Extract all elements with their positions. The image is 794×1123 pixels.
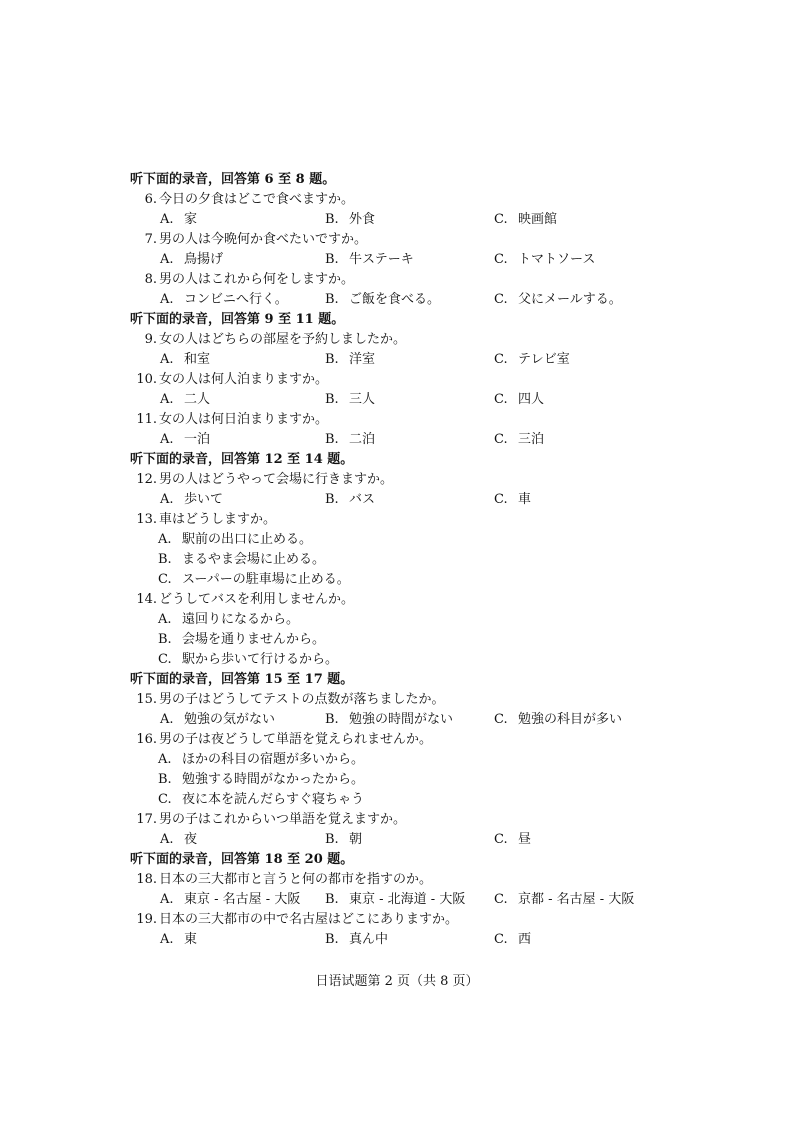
question-stem — [130, 330, 690, 350]
option-letter: C. — [494, 252, 508, 267]
question-number: 13. — [136, 512, 157, 527]
option-text: 遠回りになるから。 — [182, 612, 300, 627]
answer-option — [325, 290, 440, 310]
question-stem — [130, 730, 690, 750]
option-letter: A. — [160, 712, 174, 727]
option-text: 二泊 — [349, 432, 376, 447]
question-stem — [130, 230, 690, 250]
question-number: 17. — [136, 812, 157, 827]
option-text: 東 — [184, 932, 198, 947]
option-text: 東京 - 名古屋 - 大阪 — [184, 892, 301, 907]
options-row — [130, 430, 690, 450]
answer-option — [325, 390, 375, 410]
option-letter: A. — [160, 352, 174, 367]
question-number: 19. — [136, 912, 157, 927]
question-text: 今日の夕食はどこで食べますか。 — [159, 192, 355, 207]
answer-option — [494, 290, 622, 310]
answer-option — [325, 710, 453, 730]
option-letter: B. — [158, 772, 172, 787]
options-row — [130, 490, 690, 510]
option-letter: B. — [325, 892, 339, 907]
options-row — [130, 890, 690, 910]
options-row — [130, 710, 690, 730]
option-text: 洋室 — [349, 352, 376, 367]
answer-option — [160, 430, 210, 450]
answer-option — [494, 890, 634, 910]
option-text: 家 — [184, 212, 198, 227]
answer-option — [325, 830, 362, 850]
option-text: 父にメールする。 — [518, 292, 622, 307]
option-text: 夜 — [184, 832, 198, 847]
option-text: トマトソース — [518, 252, 596, 267]
answer-option — [325, 210, 375, 230]
option-text: 夜に本を読んだらすぐ寝ちゃう — [182, 792, 365, 807]
answer-option — [325, 490, 375, 510]
option-text: 鳥揚げ — [184, 252, 224, 267]
option-text: ほかの科目の宿題が多いから。 — [182, 752, 365, 767]
section-heading: 听下面的录音，回答第 9 至 11 题。 — [130, 312, 345, 327]
question-stem — [130, 370, 690, 390]
option-letter: C. — [494, 432, 508, 447]
answer-option — [494, 210, 557, 230]
answer-option — [130, 770, 690, 790]
option-letter: B. — [325, 292, 339, 307]
answer-option — [160, 710, 275, 730]
answer-option — [130, 630, 690, 650]
question-stem — [130, 470, 690, 490]
option-text: 勉強の科目が多い — [518, 712, 623, 727]
question-stem — [130, 810, 690, 830]
option-letter: A. — [158, 532, 172, 547]
question-stem — [130, 270, 690, 290]
option-text: 牛ステーキ — [349, 252, 414, 267]
option-text: バス — [349, 492, 376, 507]
option-letter: C. — [494, 712, 508, 727]
question-text: 男の子はどうしてテストの点数が落ちましたか。 — [159, 692, 445, 707]
option-letter: A. — [160, 932, 174, 947]
option-letter: A. — [160, 892, 174, 907]
option-text: 昼 — [518, 832, 532, 847]
option-text: 二人 — [184, 392, 211, 407]
option-letter: B. — [158, 632, 172, 647]
option-letter: A. — [158, 752, 172, 767]
question-text: 女の人はどちらの部屋を予約しましたか。 — [159, 332, 407, 347]
question-stem — [130, 870, 690, 890]
option-letter: B. — [325, 432, 339, 447]
question-text: 日本の三大都市の中で名古屋はどこにありますか。 — [159, 912, 459, 927]
question-stem — [130, 590, 690, 610]
question-text: 男の子はこれからいつ単語を覚えますか。 — [159, 812, 407, 827]
question-number: 15. — [136, 692, 157, 707]
option-letter: C. — [494, 892, 508, 907]
option-text: 車 — [518, 492, 532, 507]
option-text: テレビ室 — [518, 352, 570, 367]
answer-option — [160, 250, 223, 270]
question-number: 7. — [144, 232, 157, 247]
option-text: スーパーの駐車場に止める。 — [182, 572, 350, 587]
option-text: 勉強する時間がなかったから。 — [182, 772, 365, 787]
question-text: 車はどうしますか。 — [159, 512, 277, 527]
option-text: 一泊 — [184, 432, 211, 447]
options-row — [130, 390, 690, 410]
question-stem — [130, 910, 690, 930]
answer-option — [325, 930, 388, 950]
option-letter: C. — [494, 832, 508, 847]
question-number: 10. — [136, 372, 157, 387]
option-letter: B. — [325, 712, 339, 727]
option-letter: C. — [494, 292, 508, 307]
option-letter: A. — [160, 252, 174, 267]
answer-option — [130, 790, 690, 810]
answer-option — [130, 750, 690, 770]
question-list — [130, 170, 690, 950]
question-text: 男の人は今晩何か食べたいですか。 — [159, 232, 368, 247]
option-letter: A. — [160, 432, 174, 447]
option-text: 勉強の気がない — [184, 712, 276, 727]
answer-option — [494, 490, 531, 510]
option-letter: A. — [160, 832, 174, 847]
answer-option — [130, 550, 690, 570]
option-text: 和室 — [184, 352, 211, 367]
question-text: 日本の三大都市と言うと何の都市を指すのか。 — [159, 872, 433, 887]
answer-option — [160, 930, 197, 950]
option-letter: B. — [325, 392, 339, 407]
option-text: 四人 — [518, 392, 545, 407]
options-row — [130, 210, 690, 230]
question-text: 女の人は何人泊まりますか。 — [159, 372, 329, 387]
question-number: 6. — [144, 192, 157, 207]
question-text: 女の人は何日泊まりますか。 — [159, 412, 329, 427]
question-text: 男の人はどうやって会場に行きますか。 — [159, 472, 394, 487]
option-text: 駅前の出口に止める。 — [182, 532, 313, 547]
answer-option — [494, 710, 622, 730]
page-footer: 日语试题第 2 页（共 8 页） — [315, 974, 479, 989]
answer-option — [130, 650, 690, 670]
answer-option — [160, 490, 223, 510]
option-text: 駅から歩いて行けるから。 — [182, 652, 339, 667]
option-text: ご飯を食べる。 — [349, 292, 441, 307]
option-letter: C. — [494, 492, 508, 507]
option-text: コンビニへ行く。 — [184, 292, 288, 307]
answer-option — [130, 530, 690, 550]
question-number: 9. — [144, 332, 157, 347]
answer-option — [494, 350, 570, 370]
answer-option — [130, 610, 690, 630]
question-number: 8. — [144, 272, 157, 287]
option-letter: C. — [494, 392, 508, 407]
options-row — [130, 930, 690, 950]
answer-option — [494, 390, 544, 410]
answer-option — [325, 350, 375, 370]
option-text: 勉強の時間がない — [349, 712, 454, 727]
options-row — [130, 350, 690, 370]
option-text: 真ん中 — [349, 932, 389, 947]
question-text: 男の人はこれから何をしますか。 — [159, 272, 355, 287]
answer-option — [160, 390, 210, 410]
options-row — [130, 250, 690, 270]
question-number: 12. — [136, 472, 157, 487]
question-number: 11. — [136, 412, 157, 427]
section-heading: 听下面的录音，回答第 18 至 20 题。 — [130, 852, 354, 867]
option-text: 東京 - 北海道 - 大阪 — [349, 892, 466, 907]
options-row — [130, 290, 690, 310]
option-letter: C. — [494, 352, 508, 367]
answer-option — [130, 570, 690, 590]
option-letter: B. — [158, 552, 172, 567]
option-text: 三泊 — [518, 432, 545, 447]
question-stem — [130, 190, 690, 210]
answer-option — [160, 830, 197, 850]
option-letter: A. — [160, 492, 174, 507]
answer-option — [325, 250, 414, 270]
option-text: 西 — [518, 932, 532, 947]
options-row — [130, 830, 690, 850]
answer-option — [494, 250, 595, 270]
answer-option — [160, 290, 288, 310]
option-text: 映画館 — [518, 212, 558, 227]
question-stem — [130, 510, 690, 530]
question-stem — [130, 690, 690, 710]
option-letter: B. — [325, 212, 339, 227]
option-letter: C. — [494, 212, 508, 227]
option-letter: B. — [325, 832, 339, 847]
option-letter: C. — [494, 932, 508, 947]
answer-option — [325, 890, 465, 910]
option-text: 三人 — [349, 392, 376, 407]
option-letter: B. — [325, 252, 339, 267]
option-text: 京都 - 名古屋 - 大阪 — [518, 892, 635, 907]
answer-option — [494, 830, 531, 850]
option-text: まるやま会場に止める。 — [182, 552, 326, 567]
section-heading: 听下面的录音，回答第 6 至 8 题。 — [130, 172, 336, 187]
option-letter: A. — [160, 392, 174, 407]
option-text: 朝 — [349, 832, 363, 847]
option-text: 外食 — [349, 212, 376, 227]
question-number: 18. — [136, 872, 157, 887]
option-letter: A. — [160, 292, 174, 307]
section-heading: 听下面的录音，回答第 15 至 17 题。 — [130, 672, 354, 687]
answer-option — [160, 210, 197, 230]
question-stem — [130, 410, 690, 430]
option-letter: C. — [158, 652, 172, 667]
answer-option — [494, 430, 544, 450]
question-text: 男の子は夜どうして単語を覚えられませんか。 — [159, 732, 433, 747]
question-number: 14. — [136, 592, 157, 607]
option-letter: B. — [325, 932, 339, 947]
option-text: 会場を通りませんから。 — [182, 632, 326, 647]
option-letter: C. — [158, 792, 172, 807]
option-text: 歩いて — [184, 492, 224, 507]
option-letter: A. — [160, 212, 174, 227]
option-letter: B. — [325, 352, 339, 367]
option-letter: C. — [158, 572, 172, 587]
option-letter: A. — [158, 612, 172, 627]
question-number: 16. — [136, 732, 157, 747]
option-letter: B. — [325, 492, 339, 507]
section-heading: 听下面的录音，回答第 12 至 14 题。 — [130, 452, 354, 467]
answer-option — [494, 930, 531, 950]
question-text: どうしてバスを利用しませんか。 — [159, 592, 355, 607]
answer-option — [160, 350, 210, 370]
answer-option — [325, 430, 375, 450]
answer-option — [160, 890, 300, 910]
